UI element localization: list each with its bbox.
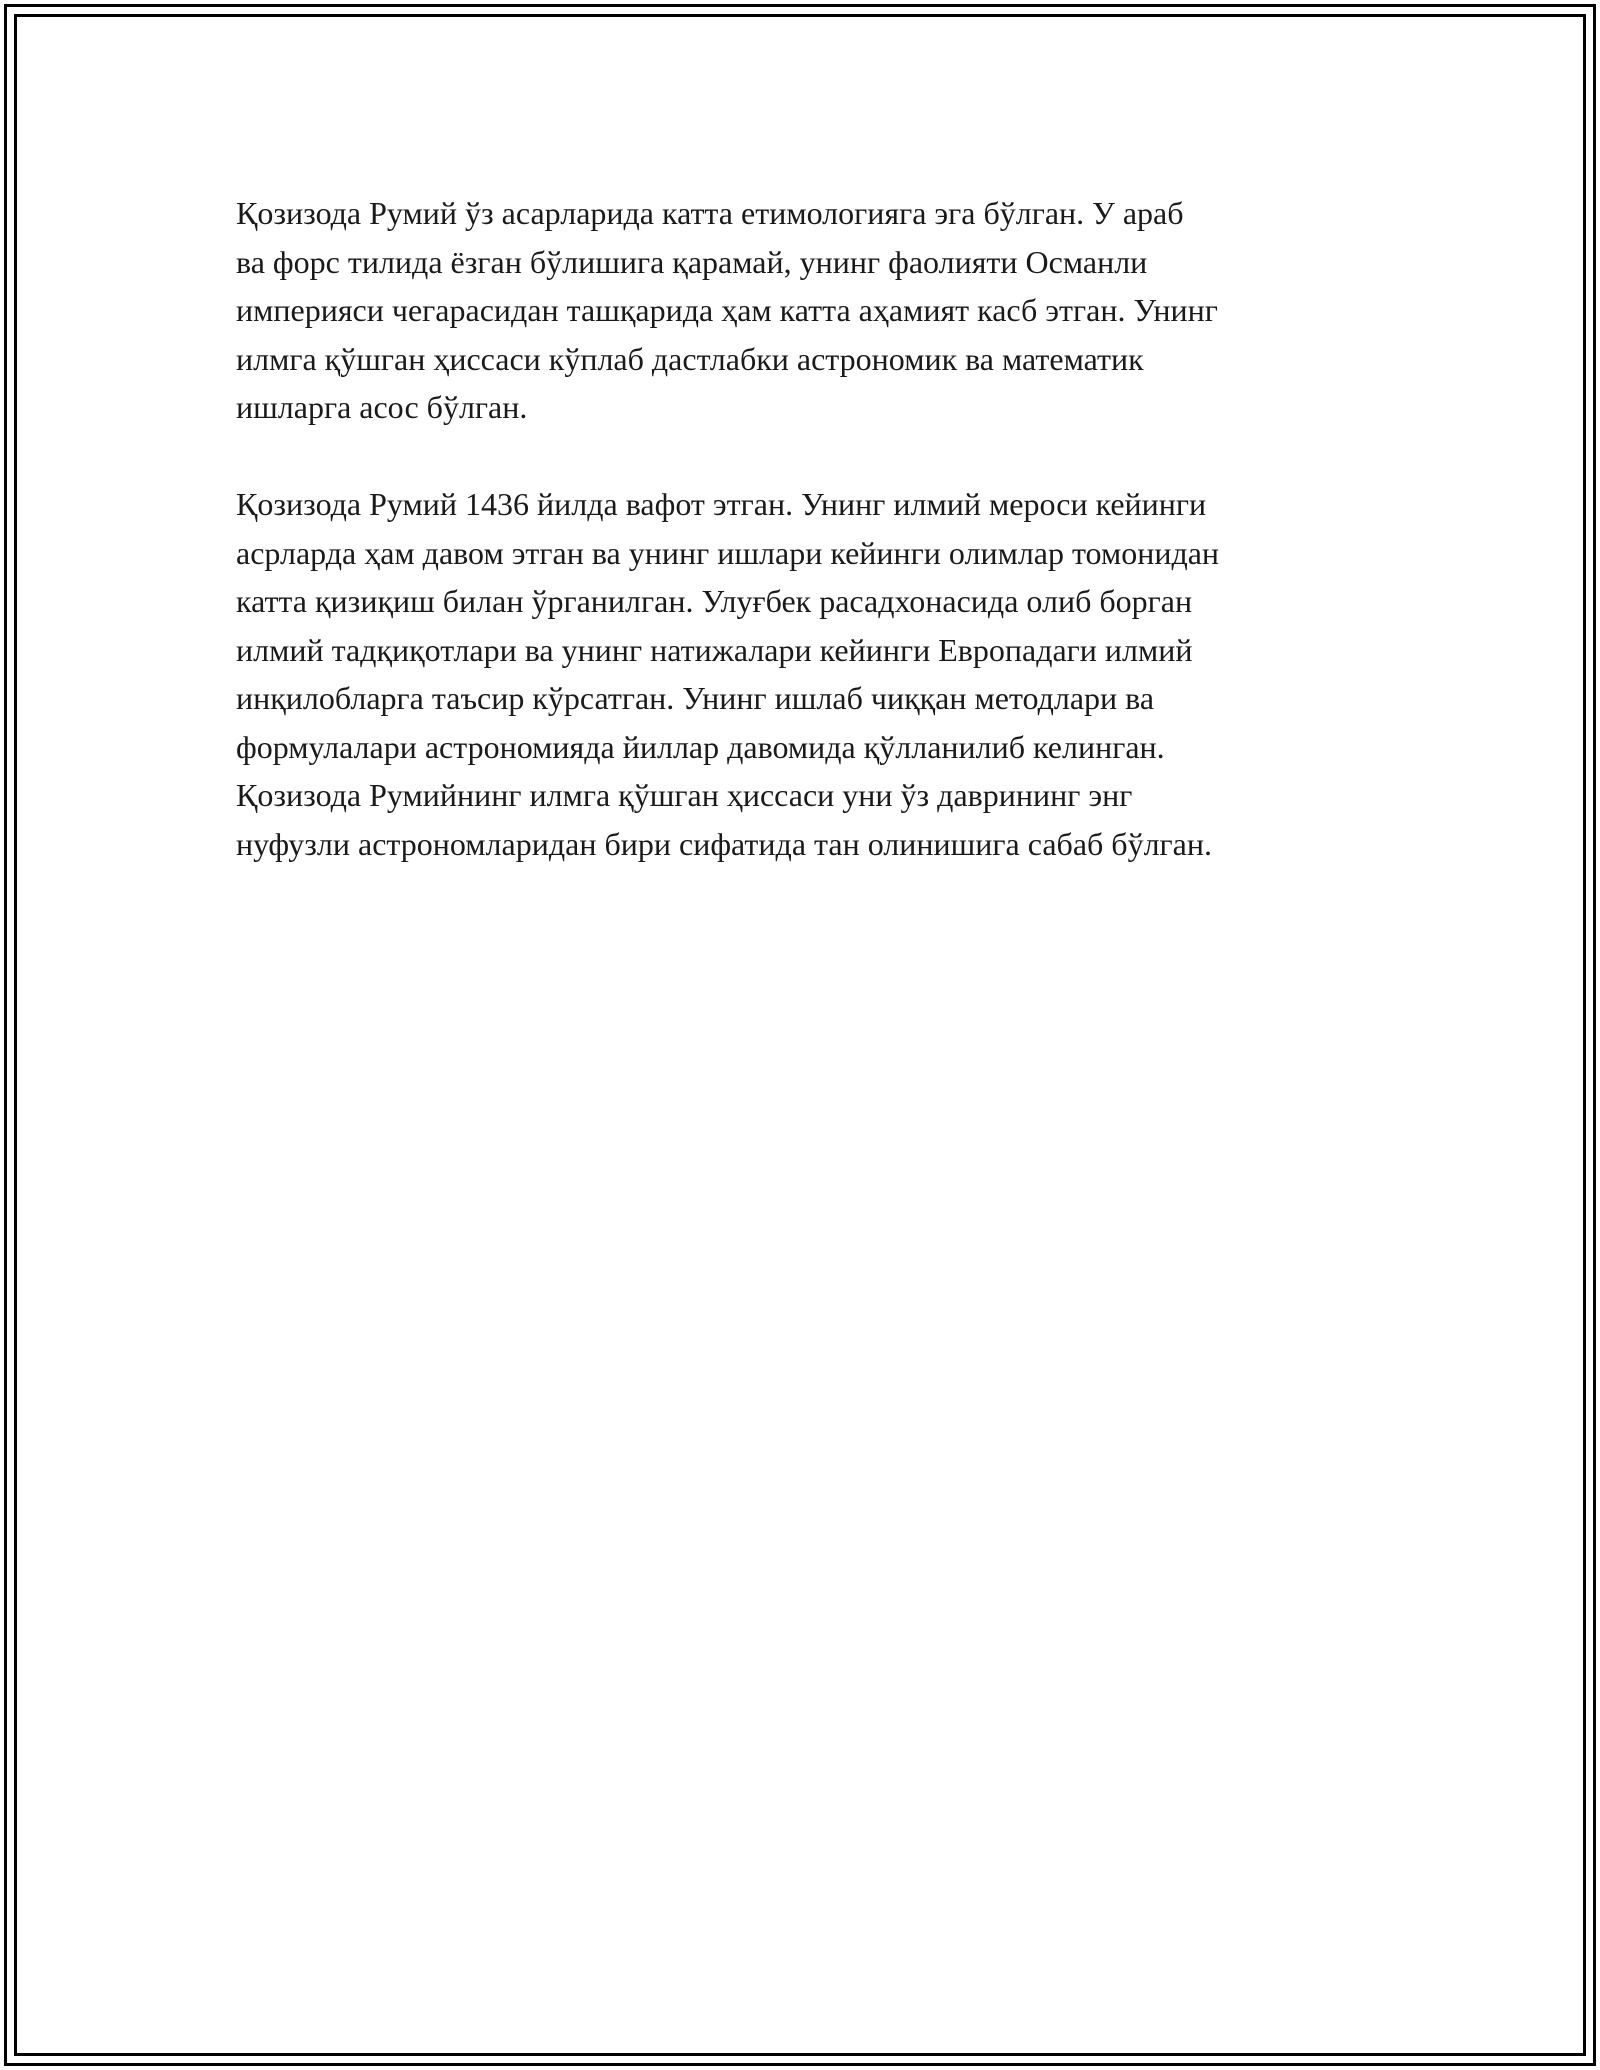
document-body [236, 189, 1371, 868]
paragraph-2: Қозизода Румий 1436 йилда вафот этган. Унинг илмий мероси кейинги асрларда ҳам давом этган ва унинг ишлари кейинги олимлар томонидан катта қизиқиш билан ўрганилган. Улуғбек расадхонасида олиб борган илмий тадқиқотлари ва унинг натижалари кейинги Европадаги илмий инқилобларга таъсир кўрсатган. Унинг ишлаб чиққан методлари ва формулалари астрономияда йиллар давомида қўлланилиб келинган. Қозизода Румийнинг илмга қўшган ҳиссаси уни ўз даврининг энг нуфузли астрономларидан бири сифатида тан олинишига сабаб бўлган. [236, 486, 1220, 862]
paragraph-1: Қозизода Румий ўз асарларида катта етимологияга эга бўлган. У араб ва форс тилида ёзган бўлишига қарамай, унинг фаолияти Османли империяси чегарасидан ташқарида ҳам катта аҳамият касб этган. Унинг илмга қўшган ҳиссаси кўплаб дастлабки астрономик ва математик ишларга асос бўлган. [236, 195, 1218, 425]
